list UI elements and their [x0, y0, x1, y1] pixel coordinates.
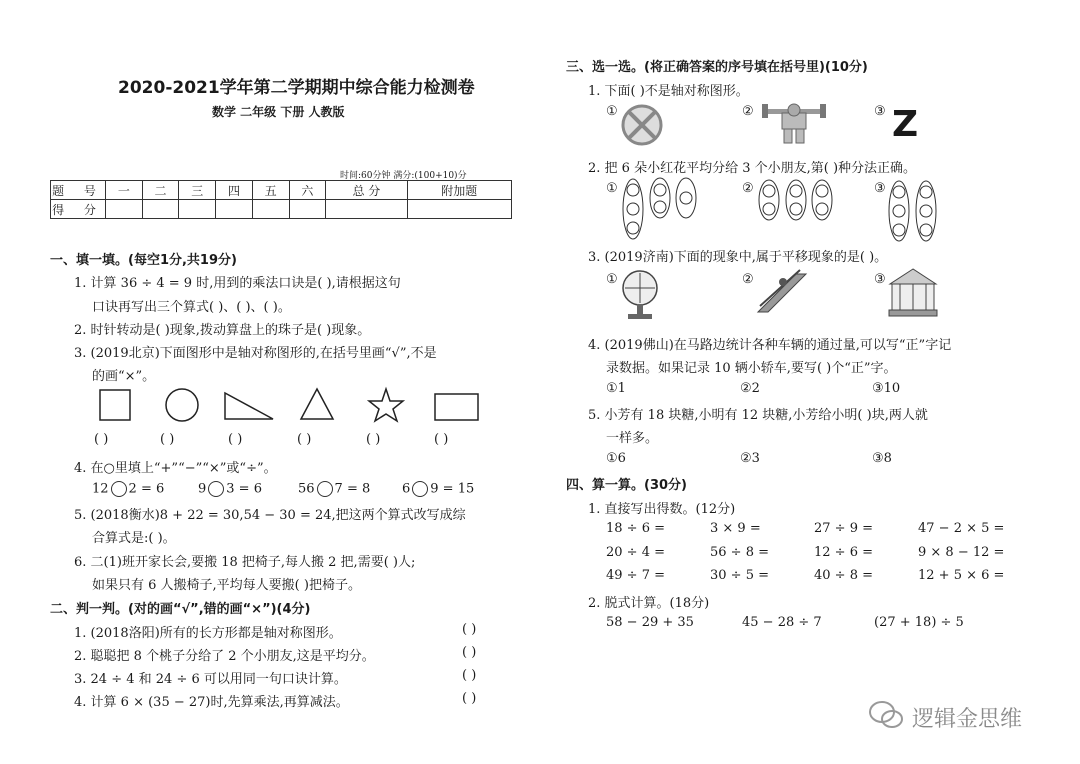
- s1-q4-item: [298, 481, 370, 497]
- s1-q6-line2: 如果只有 6 人搬椅子,平均每人要搬( )把椅子。: [92, 578, 361, 593]
- option-label: ③: [874, 104, 886, 119]
- calc-item: (27 + 18) ÷ 5: [874, 615, 964, 630]
- option-label: ①: [606, 181, 618, 196]
- operand-right: 3 = 6: [226, 481, 262, 497]
- arithmetic-item: 49 ÷ 7 =: [606, 568, 665, 583]
- answer-paren[interactable]: ( ): [462, 691, 477, 706]
- score-cell: 五: [252, 181, 289, 200]
- exam-meta: 时间:60分钟 满分:(100+10)分: [340, 171, 467, 181]
- s1-q1-line2: 口诀再写出三个算式( )、( )、( )。: [92, 300, 291, 315]
- option-label: ①1: [606, 381, 626, 396]
- option-label: ②2: [740, 381, 760, 396]
- score-input[interactable]: [326, 200, 407, 219]
- score-cell: 三: [179, 181, 216, 200]
- shapes-row: [95, 386, 515, 426]
- answer-paren[interactable]: ( ): [462, 645, 477, 660]
- judge-item: 1. (2018洛阳)所有的长方形都是轴对称图形。: [74, 626, 342, 641]
- z-letter-icon: Z: [892, 104, 919, 145]
- operand-left: 56: [298, 481, 315, 497]
- arithmetic-item: 47 − 2 × 5 =: [918, 521, 1005, 536]
- flower-grouping-3-icon: [886, 178, 942, 244]
- score-input[interactable]: [106, 200, 143, 219]
- judge-item: 3. 24 ÷ 4 和 24 ÷ 6 可以用同一句口诀计算。: [74, 672, 347, 687]
- s1-q5-line1: 5. (2018衡水)8 + 22 = 30,54 − 30 = 24,把这两个算式改写成综: [74, 508, 466, 523]
- s1-q4-item: [198, 481, 262, 497]
- option-label: ②: [742, 181, 754, 196]
- electric-fan-icon: [618, 268, 664, 322]
- s4-sub2: 2. 脱式计算。(18分): [588, 596, 710, 611]
- arithmetic-item: 9 × 8 − 12 =: [918, 545, 1005, 560]
- option-label: ③8: [872, 451, 892, 466]
- judge-item: 4. 计算 6 × (35 − 27)时,先算乘法,再算减法。: [74, 695, 349, 710]
- s1-q4: 4. 在○里填上“+”“−”“×”或“÷”。: [74, 461, 277, 476]
- section1-title: 一、填一填。(每空1分,共19分): [50, 253, 237, 268]
- answer-paren[interactable]: ( ): [462, 622, 477, 637]
- score-cell: 总 分: [326, 181, 407, 200]
- arithmetic-item: 18 ÷ 6 =: [606, 521, 665, 536]
- operand-left: 12: [92, 481, 109, 497]
- calc-item: 45 − 28 ÷ 7: [742, 615, 822, 630]
- section4-title: 四、算一算。(30分): [566, 478, 687, 493]
- arithmetic-item: 12 + 5 × 6 =: [918, 568, 1005, 583]
- score-table: [50, 180, 512, 219]
- watermark-text: 逻辑金思维: [912, 707, 1023, 732]
- option-label: ③: [874, 272, 886, 287]
- judge-item: 2. 聪聪把 8 个桃子分给了 2 个小朋友,这是平均分。: [74, 649, 375, 664]
- score-input[interactable]: [252, 200, 289, 219]
- robot-icon: [758, 100, 830, 146]
- answer-paren[interactable]: ( ): [297, 432, 312, 447]
- operand-right: 9 = 15: [430, 481, 475, 497]
- operand-right: 7 = 8: [334, 481, 371, 497]
- option-label: ①6: [606, 451, 626, 466]
- arithmetic-item: 20 ÷ 4 =: [606, 545, 665, 560]
- star-shape: [369, 389, 403, 421]
- s1-q2: 2. 时针转动是( )现象,拨动算盘上的珠子是( )现象。: [74, 323, 371, 338]
- section3-title: 三、选一选。(将正确答案的序号填在括号里)(10分): [566, 60, 868, 75]
- score-cell: 六: [289, 181, 326, 200]
- arithmetic-item: 3 × 9 =: [710, 521, 761, 536]
- flower-grouping-2-icon: [756, 178, 836, 224]
- score-input[interactable]: [179, 200, 216, 219]
- score-input[interactable]: [289, 200, 326, 219]
- s4-sub1: 1. 直接写出得数。(12分): [588, 502, 736, 517]
- operand-left: 6: [402, 481, 411, 497]
- score-input[interactable]: [142, 200, 179, 219]
- option-label: ②: [742, 272, 754, 287]
- option-label: ①: [606, 104, 618, 119]
- s1-q3-line1: 3. (2019北京)下面图形中是轴对称图形的,在括号里画“√”,不是: [74, 346, 437, 361]
- answer-paren[interactable]: ( ): [434, 432, 449, 447]
- score-input[interactable]: [407, 200, 511, 219]
- operator-circle[interactable]: [208, 481, 224, 497]
- answer-paren[interactable]: ( ): [462, 668, 477, 683]
- score-cell: 得 分: [51, 200, 106, 219]
- circle-shape: [166, 389, 198, 421]
- option-label: ②3: [740, 451, 760, 466]
- option-label: ①: [606, 272, 618, 287]
- calc-item: 58 − 29 + 35: [606, 615, 694, 630]
- score-input[interactable]: [216, 200, 253, 219]
- option-label: ③: [874, 181, 886, 196]
- arithmetic-item: 27 ÷ 9 =: [814, 521, 873, 536]
- s3-q1: 1. 下面( )不是轴对称图形。: [588, 84, 749, 99]
- s1-q1-line1: 1. 计算 36 ÷ 4 = 9 时,用到的乘法口诀是( ),请根据这句: [74, 276, 401, 291]
- s3-q4-line1: 4. (2019佛山)在马路边统计各种车辆的通过量,可以写“正”字记: [588, 338, 952, 353]
- flower-grouping-1-icon: [620, 176, 700, 242]
- option-label: ③10: [872, 381, 901, 396]
- s1-q3-line2: 的画“×”。: [92, 369, 156, 384]
- right-triangle-shape: [225, 393, 273, 419]
- option-label: ②: [742, 104, 754, 119]
- answer-paren[interactable]: ( ): [160, 432, 175, 447]
- section2-title: 二、判一判。(对的画“√”,错的画“×”)(4分): [50, 602, 311, 617]
- s3-q5-line2: 一样多。: [606, 431, 659, 446]
- operand-right: 2 = 6: [128, 481, 165, 497]
- arithmetic-item: 40 ÷ 8 =: [814, 568, 873, 583]
- carousel-icon: [886, 266, 940, 320]
- score-value-row: [51, 200, 512, 219]
- operator-circle[interactable]: [412, 481, 428, 497]
- s3-q5-line1: 5. 小芳有 18 块糖,小明有 12 块糖,小芳给小明( )块,两人就: [588, 408, 928, 423]
- s1-q4-item: [92, 481, 164, 497]
- score-cell: 二: [142, 181, 179, 200]
- square-shape: [100, 390, 130, 420]
- arithmetic-item: 30 ÷ 5 =: [710, 568, 769, 583]
- score-cell: 四: [216, 181, 253, 200]
- rectangle-shape: [435, 394, 478, 420]
- operator-circle[interactable]: [317, 481, 333, 497]
- crossed-circle-icon: [620, 103, 666, 147]
- s1-q5-line2: 合算式是:( )。: [92, 531, 176, 546]
- score-cell: 附加题: [407, 181, 511, 200]
- s3-q3: 3. (2019济南)下面的现象中,属于平移现象的是( )。: [588, 250, 888, 265]
- page-title: 2020-2021学年第二学期期中综合能力检测卷: [118, 78, 475, 98]
- answer-paren[interactable]: ( ): [94, 432, 109, 447]
- s1-q4-item: [402, 481, 474, 497]
- s1-q6-line1: 6. 二(1)班开家长会,要搬 18 把椅子,每人搬 2 把,需要( )人;: [74, 555, 416, 570]
- answer-paren[interactable]: ( ): [228, 432, 243, 447]
- operator-circle[interactable]: [111, 481, 127, 497]
- arithmetic-item: 12 ÷ 6 =: [814, 545, 873, 560]
- arithmetic-item: 56 ÷ 8 =: [710, 545, 769, 560]
- triangle-shape: [301, 389, 333, 419]
- operand-left: 9: [198, 481, 207, 497]
- escalator-icon: [756, 268, 810, 316]
- score-header-row: [51, 181, 512, 200]
- score-cell: 题 号: [51, 181, 106, 200]
- s3-q4-line2: 录数据。如果记录 10 辆小轿车,要写( )个“正”字。: [606, 361, 897, 376]
- wechat-logo-icon: [868, 700, 904, 730]
- page-subtitle: 数学 二年级 下册 人教版: [212, 105, 345, 119]
- answer-paren[interactable]: ( ): [366, 432, 381, 447]
- s3-q2: 2. 把 6 朵小红花平均分给 3 个小朋友,第( )种分法正确。: [588, 161, 917, 176]
- score-cell: 一: [106, 181, 143, 200]
